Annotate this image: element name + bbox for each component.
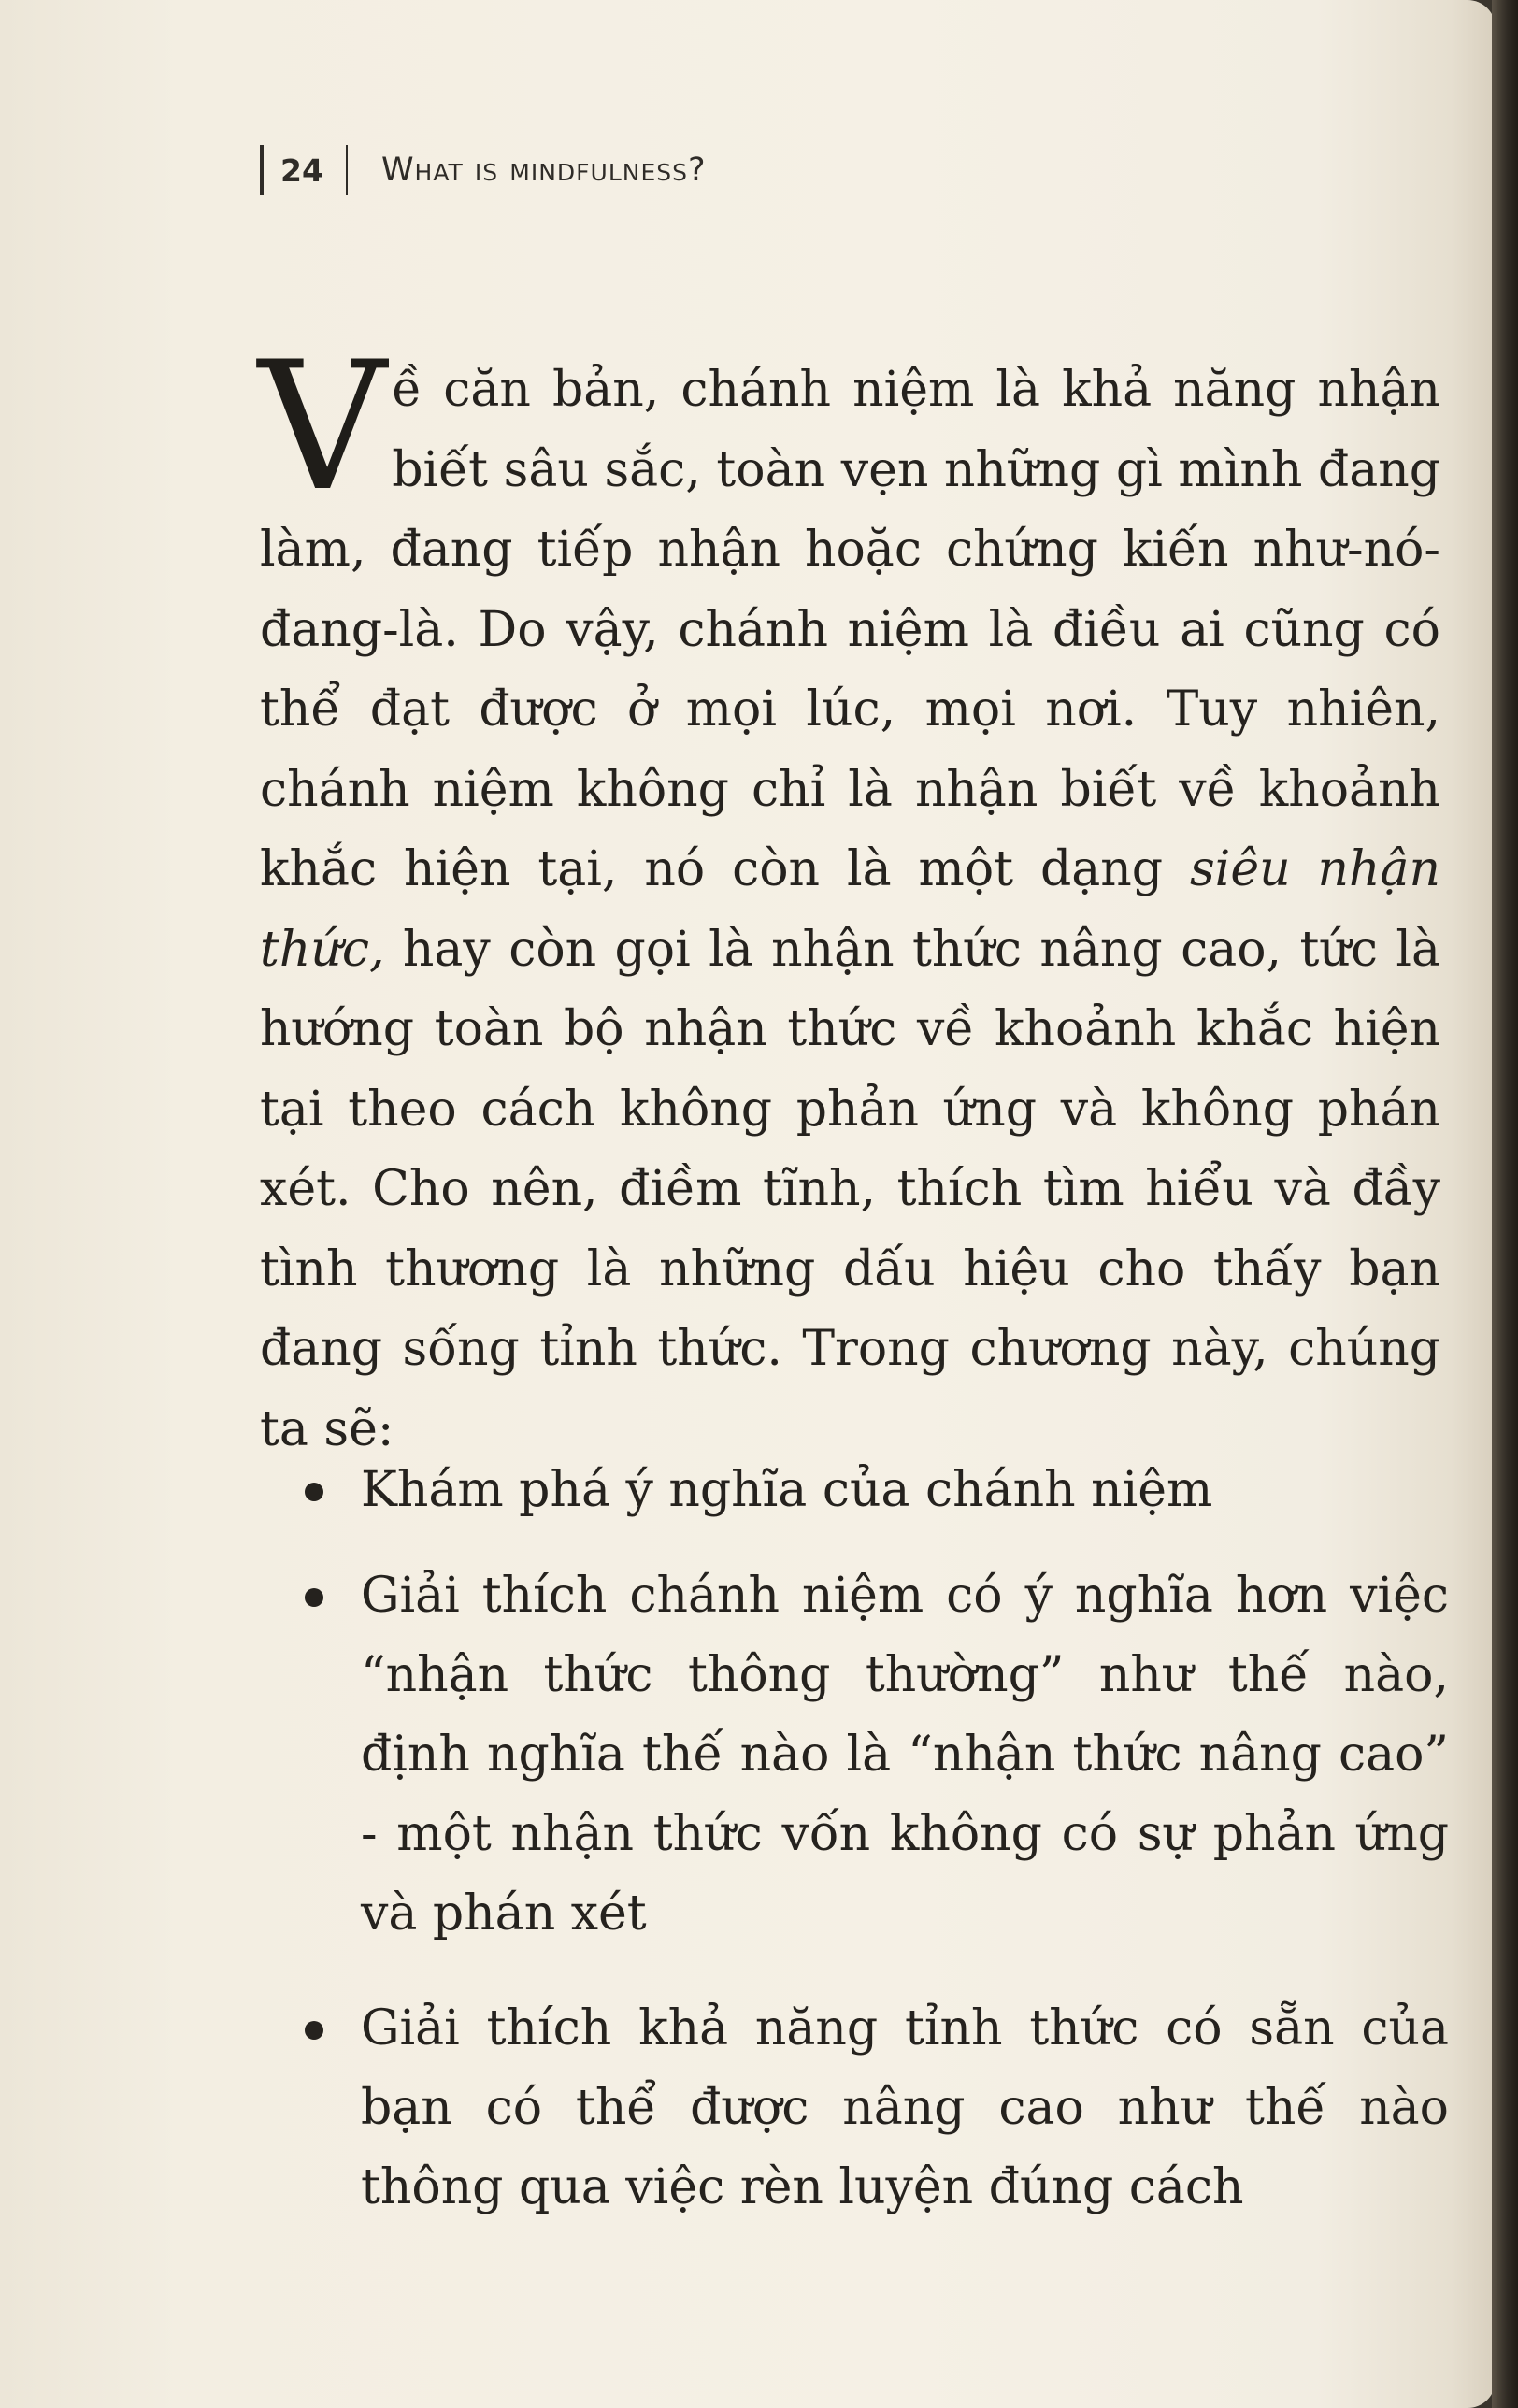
- drop-cap: V: [258, 323, 387, 530]
- list-item: [290, 1556, 1449, 1954]
- body-paragraph: [258, 323, 1440, 1469]
- list-item-text: Giải thích chánh niệm có ý nghĩa hơn việc “nhận thức thông thường” như thế nào, định nghĩa thế nào là “nhận thức nâng cao” - một nhận thức vốn không có sự phản ứng và phán xét: [361, 1568, 1449, 1942]
- paragraph-text: ề căn bản, chánh niệm là khả năng nhận biết sâu sắc, toàn vẹn những gì mình đang làm, đang tiếp nhận hoặc chứng kiến như-nó-đang-là. Do vậy, chánh niệm là điều ai cũng có thể đạt được ở mọi lúc, mọi nơi. Tuy nhiên, chánh niệm không chỉ là nhận biết về khoảnh khắc hiện tại, nó còn là một dạng: [260, 362, 1440, 897]
- list-item: [290, 1989, 1449, 2228]
- page-header: [260, 142, 707, 198]
- list-item-text: Giải thích khả năng tỉnh thức có sẵn của bạn có thể được nâng cao như thế nào thông qua việc rèn luyện đúng cách: [361, 2000, 1449, 2215]
- paragraph-tail: hay còn gọi là nhận thức nâng cao, tức là hướng toàn bộ nhận thức về khoảnh khắc hiện tại theo cách không phản ứng và không phán xét. Cho nên, điềm tĩnh, thích tìm hiểu và đầy tình thương là những dấu hiệu cho thấy bạn đang sống tỉnh thức. Trong chương này, chúng ta sẽ:: [260, 921, 1440, 1457]
- emphasis-term: siêu nhận thức,: [260, 841, 1440, 978]
- page-number: 24: [280, 151, 323, 189]
- header-rule-left: [260, 145, 264, 195]
- running-head: What is mindfulness?: [380, 151, 707, 189]
- bullet-icon: [305, 1588, 323, 1607]
- chapter-goals-list: [290, 1451, 1449, 2228]
- list-item-text: Khám phá ý nghĩa của chánh niệm: [361, 1462, 1213, 1518]
- bullet-icon: [305, 1483, 323, 1501]
- header-rule-divider: [346, 145, 348, 195]
- list-item: [290, 1451, 1449, 1530]
- bullet-icon: [305, 2021, 323, 2040]
- page-edge-shadow: [1492, 0, 1518, 2408]
